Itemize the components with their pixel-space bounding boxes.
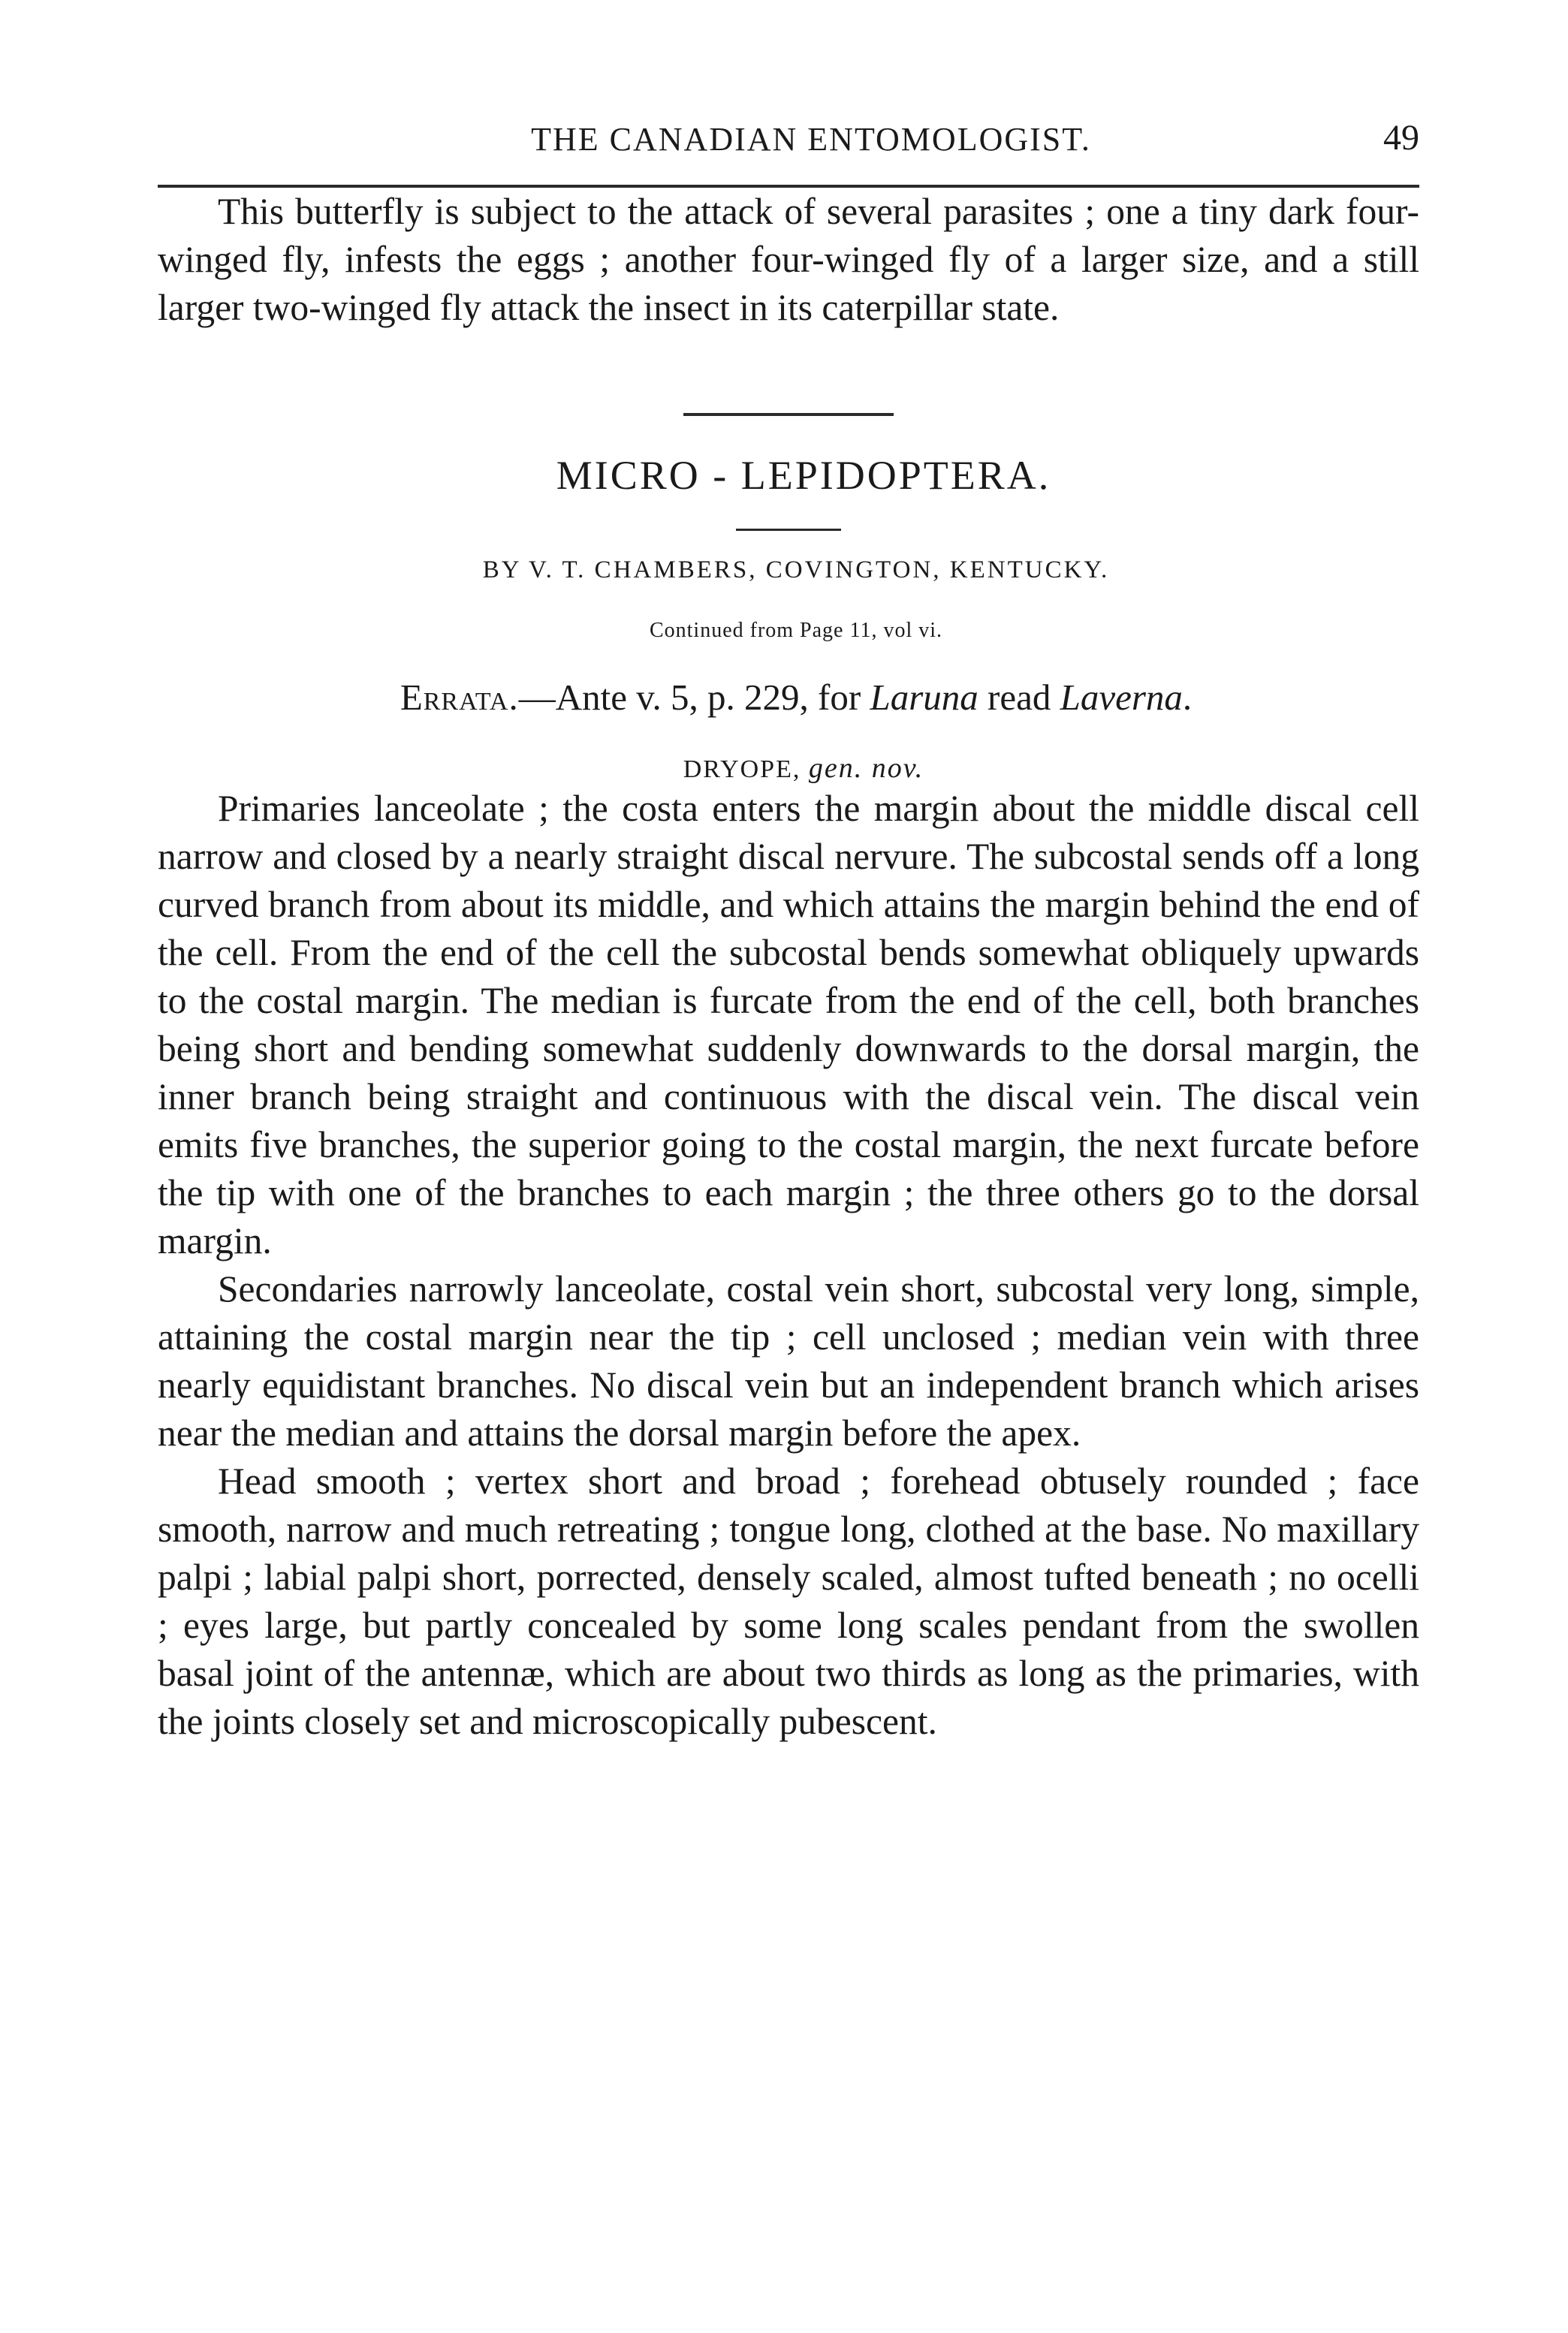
paragraph-primaries: Primaries lanceolate ; the costa enters the margin about the middle discal cell narrow and closed by a nearly straight discal nervure. The subcostal sends off a long curved branch from about its middle, and which attains the margin behind the end of the cell. From the end of the cell the subcostal bends somewhat obliquely upwards to the costal margin. The median is furcate from the end of the cell, both branches being short and bending somewhat suddenly downwards to the dorsal margin, the inner branch being straight and continuous with the discal vein. The discal vein emits five branches, the superior going to the costal margin, the next furcate before the tip with one of the branches to each margin ; the three others go to the dorsal margin. bbox=[158, 788, 1419, 1261]
errata-line bbox=[158, 676, 1419, 719]
paragraph-head: Head smooth ; vertex short and broad ; forehead obtusely rounded ; face smooth, narrow and much retreating ; tongue long, clothed at the base. No maxillary palpi ; labial palpi short, porrected, densely scaled, almost tufted beneath ; no ocelli ; eyes large, but partly concealed by some long scales pendant from the swollen basal joint of the antennæ, which are about two thirds as long as the primaries, with the joints closely set and microscopically pubescent. bbox=[158, 1460, 1419, 1742]
errata-label: Errata. bbox=[400, 677, 519, 718]
intro-paragraph: This butterfly is subject to the attack of several parasites ; one a tiny dark four-winged fly, infests the eggs ; another four-winged fly of a larger size, and a still larger two-winged fly attack the insect in its caterpillar state. bbox=[158, 191, 1419, 328]
errata-text-before: —Ante v. 5, p. 229, for bbox=[518, 677, 870, 718]
genus-suffix: gen. nov. bbox=[808, 752, 924, 784]
errata-text-middle: read bbox=[978, 677, 1060, 718]
paragraph-secondaries: Secondaries narrowly lanceolate, costal vein short, subcostal very long, simple, attaining the costal margin near the tip ; cell unclosed ; median vein with three nearly equidistant branches. No discal vein but an independent branch which arises near the median and attains the dorsal margin before the apex. bbox=[158, 1268, 1419, 1454]
article-title: MICRO - LEPIDOPTERA. bbox=[556, 453, 1051, 498]
genus-name: DRYOPE, bbox=[683, 755, 809, 783]
errata-correct-word: Laverna bbox=[1060, 677, 1183, 718]
document-page bbox=[158, 113, 1419, 1746]
continued-note: Continued from Page 11, vol vi. bbox=[649, 619, 943, 642]
title-rule bbox=[736, 529, 841, 531]
running-title: THE CANADIAN ENTOMOLOGIST. bbox=[531, 121, 1091, 158]
byline: BY V. T. CHAMBERS, COVINGTON, KENTUCKY. bbox=[482, 556, 1110, 583]
errata-wrong-word: Laruna bbox=[870, 677, 978, 718]
genus-heading bbox=[158, 752, 1419, 785]
errata-text-after: . bbox=[1182, 677, 1193, 718]
running-header bbox=[158, 113, 1419, 165]
page-number: 49 bbox=[1383, 118, 1419, 158]
section-divider bbox=[683, 413, 894, 416]
